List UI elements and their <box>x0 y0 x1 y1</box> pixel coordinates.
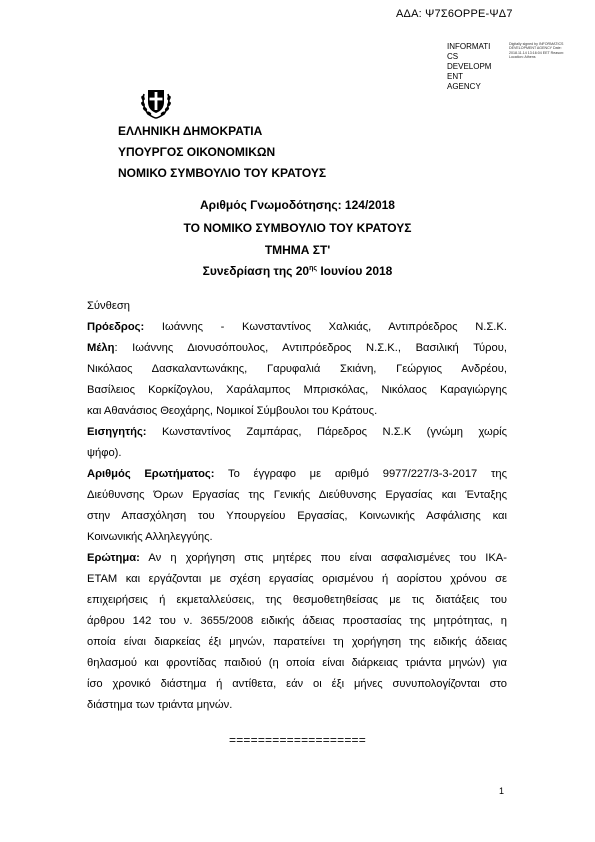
query-number-line-4: Κοινωνικής Αλληλεγγύης. <box>87 531 213 543</box>
members-line-4: και Αθανάσιος Θεοχάρης, Νομικοί Σύμβουλοι του Κράτους. <box>87 405 378 417</box>
rapporteur-label: Εισηγητής: <box>87 426 147 438</box>
composition-heading: Σύνθεση <box>87 300 130 312</box>
question-line-8: διάστημα των τριάντα μηνών. <box>87 699 233 711</box>
digital-signature-stamp <box>447 42 572 91</box>
header-ministry: ΥΠΟΥΡΓΟΣ ΟΙΚΟΝΟΜΙΚΩΝ <box>118 145 276 159</box>
query-number-label: Αριθμός Ερωτήματος: <box>87 468 215 480</box>
question-line-7: ίσο χρονικό διάστημα ή αντίθετα, εάν οι έξι μήνες συνυπολογίζονται στο <box>87 678 507 690</box>
members-line-1: Μέλη: Ιωάννης Διονυσόπουλος, Αντιπρόεδρος Ν.Σ.Κ., Βασιλική Τύρου, <box>87 342 507 354</box>
query-number-line-3: στην Απασχόληση του Υπουργείου Εργασίας, Κοινωνικής Ασφάλισης και <box>87 510 507 522</box>
question-line-1: Ερώτημα: Αν η χορήγηση στις μητέρες που είναι ασφαλισμένες του ΙΚΑ- <box>87 552 507 564</box>
question-line-3: επιχειρήσεις ή εκμεταλλεύσεις, της θεσμοθετηθείσας με τις διατάξεις του <box>87 594 507 606</box>
ada-code: ΑΔΑ: Ψ7Σ6ΟΡΡΕ-ΨΔ7 <box>396 8 513 20</box>
query-number-line-1: Αριθμός Ερωτήματος: Το έγγραφο με αριθμό 9977/227/3-3-2017 της <box>87 468 508 480</box>
page-number: 1 <box>499 786 505 796</box>
header-council: ΝΟΜΙΚΟ ΣΥΜΒΟΥΛΙΟ ΤΟΥ ΚΡΑΤΟΥΣ <box>118 166 327 180</box>
stamp-title: INFORMATICS DEVELOPMENT AGENCY <box>447 42 492 91</box>
greek-coat-of-arms-icon <box>138 84 174 120</box>
query-number-line-2: Διεύθυνσης Όρων Εργασίας της Γενικής Διεύθυνσης Εργασίας και Ένταξης <box>87 489 507 501</box>
question-line-5: οποία είναι διαρκείας έξι μηνών, παρατείνει τη χορήγηση της ειδικής άδειας <box>87 636 507 648</box>
composition-section <box>87 296 507 464</box>
question-label: Ερώτημα: <box>87 552 140 564</box>
members-line-3: Βασίλειος Κορκίζογλου, Χαράλαμπος Μπρισκόλας, Νικόλαος Καραγιώργης <box>87 384 507 396</box>
members-line-2: Νικόλαος Δασκαλαντωνάκης, Γαρυφαλιά Σκιάνη, Γεώργιος Ανδρέου, <box>87 363 507 375</box>
president-line: Πρόεδρος: Ιωάννης - Κωνσταντίνος Χαλκιάς, Αντιπρόεδρος Ν.Σ.Κ. <box>87 321 507 333</box>
session-date: Συνεδρίαση της $20^{\eta\varsigma}$ Ιουνίου 2018 <box>202 264 393 278</box>
question-line-6: θηλασμού και φροντίδας παιδιού (η οποία είναι διάρκειας τριάντα μηνών) για <box>87 657 507 669</box>
query-number-section <box>87 464 507 548</box>
department-title: ΤΜΗΜΑ ΣΤ' <box>264 243 331 257</box>
header-republic: ΕΛΛΗΝΙΚΗ ΔΗΜΟΚΡΑΤΙΑ <box>118 124 263 138</box>
rapporteur-line-2: ψήφο). <box>87 447 122 459</box>
question-section <box>87 548 507 716</box>
opinion-number: Αριθμός Γνωμοδότησης: 124/2018 <box>200 198 395 212</box>
rapporteur-line-1: Εισηγητής: Κωνσταντίνος Ζαμπάρας, Πάρεδρος Ν.Σ.Κ (γνώμη χωρίς <box>87 426 507 438</box>
council-title: ΤΟ ΝΟΜΙΚΟ ΣΥΜΒΟΥΛΙΟ ΤΟΥ ΚΡΑΤΟΥΣ <box>183 221 412 235</box>
question-line-2: ΕΤΑΜ και εργάζονται με σχέση εργασίας ορισμένου ή αορίστου χρόνου σε <box>87 573 507 585</box>
question-line-4: άρθρου 142 του ν. 3655/2008 ειδικής άδειας προστασίας της μητρότητας, η <box>87 615 507 627</box>
president-label: Πρόεδρος: <box>87 321 145 333</box>
members-label: Μέλη <box>87 342 115 354</box>
stamp-details: Digitally signed by INFORMATICS DEVELOPMENT AGENCY Date: 2018.11.14 13:16:04 EET Reason: Location: Athens <box>509 42 565 60</box>
separator-line: =================== <box>229 733 366 747</box>
